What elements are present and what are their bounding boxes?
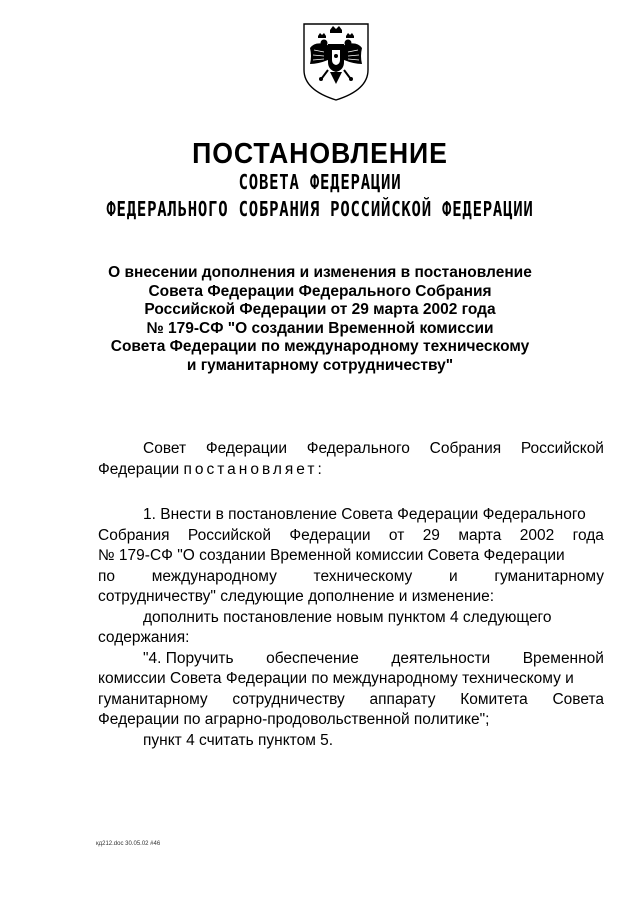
word: Собрания (98, 526, 170, 544)
coat-of-arms-icon (300, 20, 372, 102)
word: по (98, 567, 116, 585)
item1-line: № 179-СФ "О создании Временной комиссии Совета Федерации (98, 547, 565, 564)
item1-line: сотрудничеству" следующие дополнение и изменение: (98, 588, 495, 605)
heading-line: О внесении дополнения и изменения в постановление (108, 264, 532, 281)
word: Федерального (306, 440, 410, 457)
word: Временной (522, 649, 604, 667)
item1-line: пункт 4 считать пунктом 5. (143, 731, 334, 749)
word: международному (151, 567, 277, 585)
word: 2002 (519, 526, 555, 544)
word: Федерации (205, 440, 287, 457)
item1-justified-line (98, 649, 604, 670)
word: марта (458, 526, 502, 544)
item1-justified-line (98, 567, 604, 588)
issuer-line-1: СОВЕТА ФЕДЕРАЦИИ (238, 170, 402, 194)
heading-line: Совета Федерации по международному техническому (110, 338, 530, 355)
word: деятельности (391, 649, 491, 667)
word: Совета (552, 690, 604, 708)
word: 29 (422, 526, 440, 544)
item1-line: 1. Внести в постановление Совета Федерации Федерального (143, 506, 586, 523)
item1-line: дополнить постановление новым пунктом 4 следующего (143, 608, 552, 626)
word: гуманитарному (98, 690, 208, 708)
document-title: ПОСТАНОВЛЕНИЕ (192, 138, 448, 170)
resolution-body (98, 439, 604, 751)
item1-justified-line (98, 690, 604, 711)
decree-word: постановляет: (183, 460, 325, 478)
word: года (572, 526, 604, 544)
word: сотрудничеству (232, 690, 345, 708)
word: Собрания (429, 440, 502, 457)
heading-line: Совета Федерации Федерального Собрания (148, 282, 492, 300)
item1-line: Федерации по аграрно-продовольственной политике"; (98, 711, 490, 728)
word: Комитета (460, 690, 528, 708)
word: "4. Поручить (143, 649, 234, 667)
word: и (448, 567, 458, 585)
item1-line: комиссии Совета Федерации по международному техническому и (98, 670, 574, 687)
text-segment: Федерации (98, 460, 184, 478)
preamble-line-1 (98, 439, 604, 460)
word: Федерации (289, 526, 371, 544)
file-footer: кд212.doc 30.05.02 #46 (96, 841, 161, 847)
word: Российской (520, 440, 604, 457)
issuer-line-2: ФЕДЕРАЛЬНОГО СОБРАНИЯ РОССИЙСКОЙ ФЕДЕРАЦИИ (106, 197, 534, 221)
heading-line: № 179-СФ "О создании Временной комиссии (146, 319, 494, 337)
word: Российской (187, 526, 271, 544)
word: аппарату (369, 690, 436, 708)
resolution-heading (0, 264, 640, 375)
word: от (388, 526, 405, 544)
heading-line: и гуманитарному сотрудничеству" (186, 356, 454, 374)
heading-line: Российской Федерации от 29 марта 2002 года (144, 301, 496, 318)
preamble-line-2 (98, 460, 604, 481)
item1-line: содержания: (98, 629, 190, 646)
item1-justified-line (98, 526, 604, 547)
word: техническому (313, 567, 413, 585)
word: Совет (143, 440, 187, 457)
word: гуманитарному (494, 567, 604, 585)
word: обеспечение (266, 649, 359, 667)
